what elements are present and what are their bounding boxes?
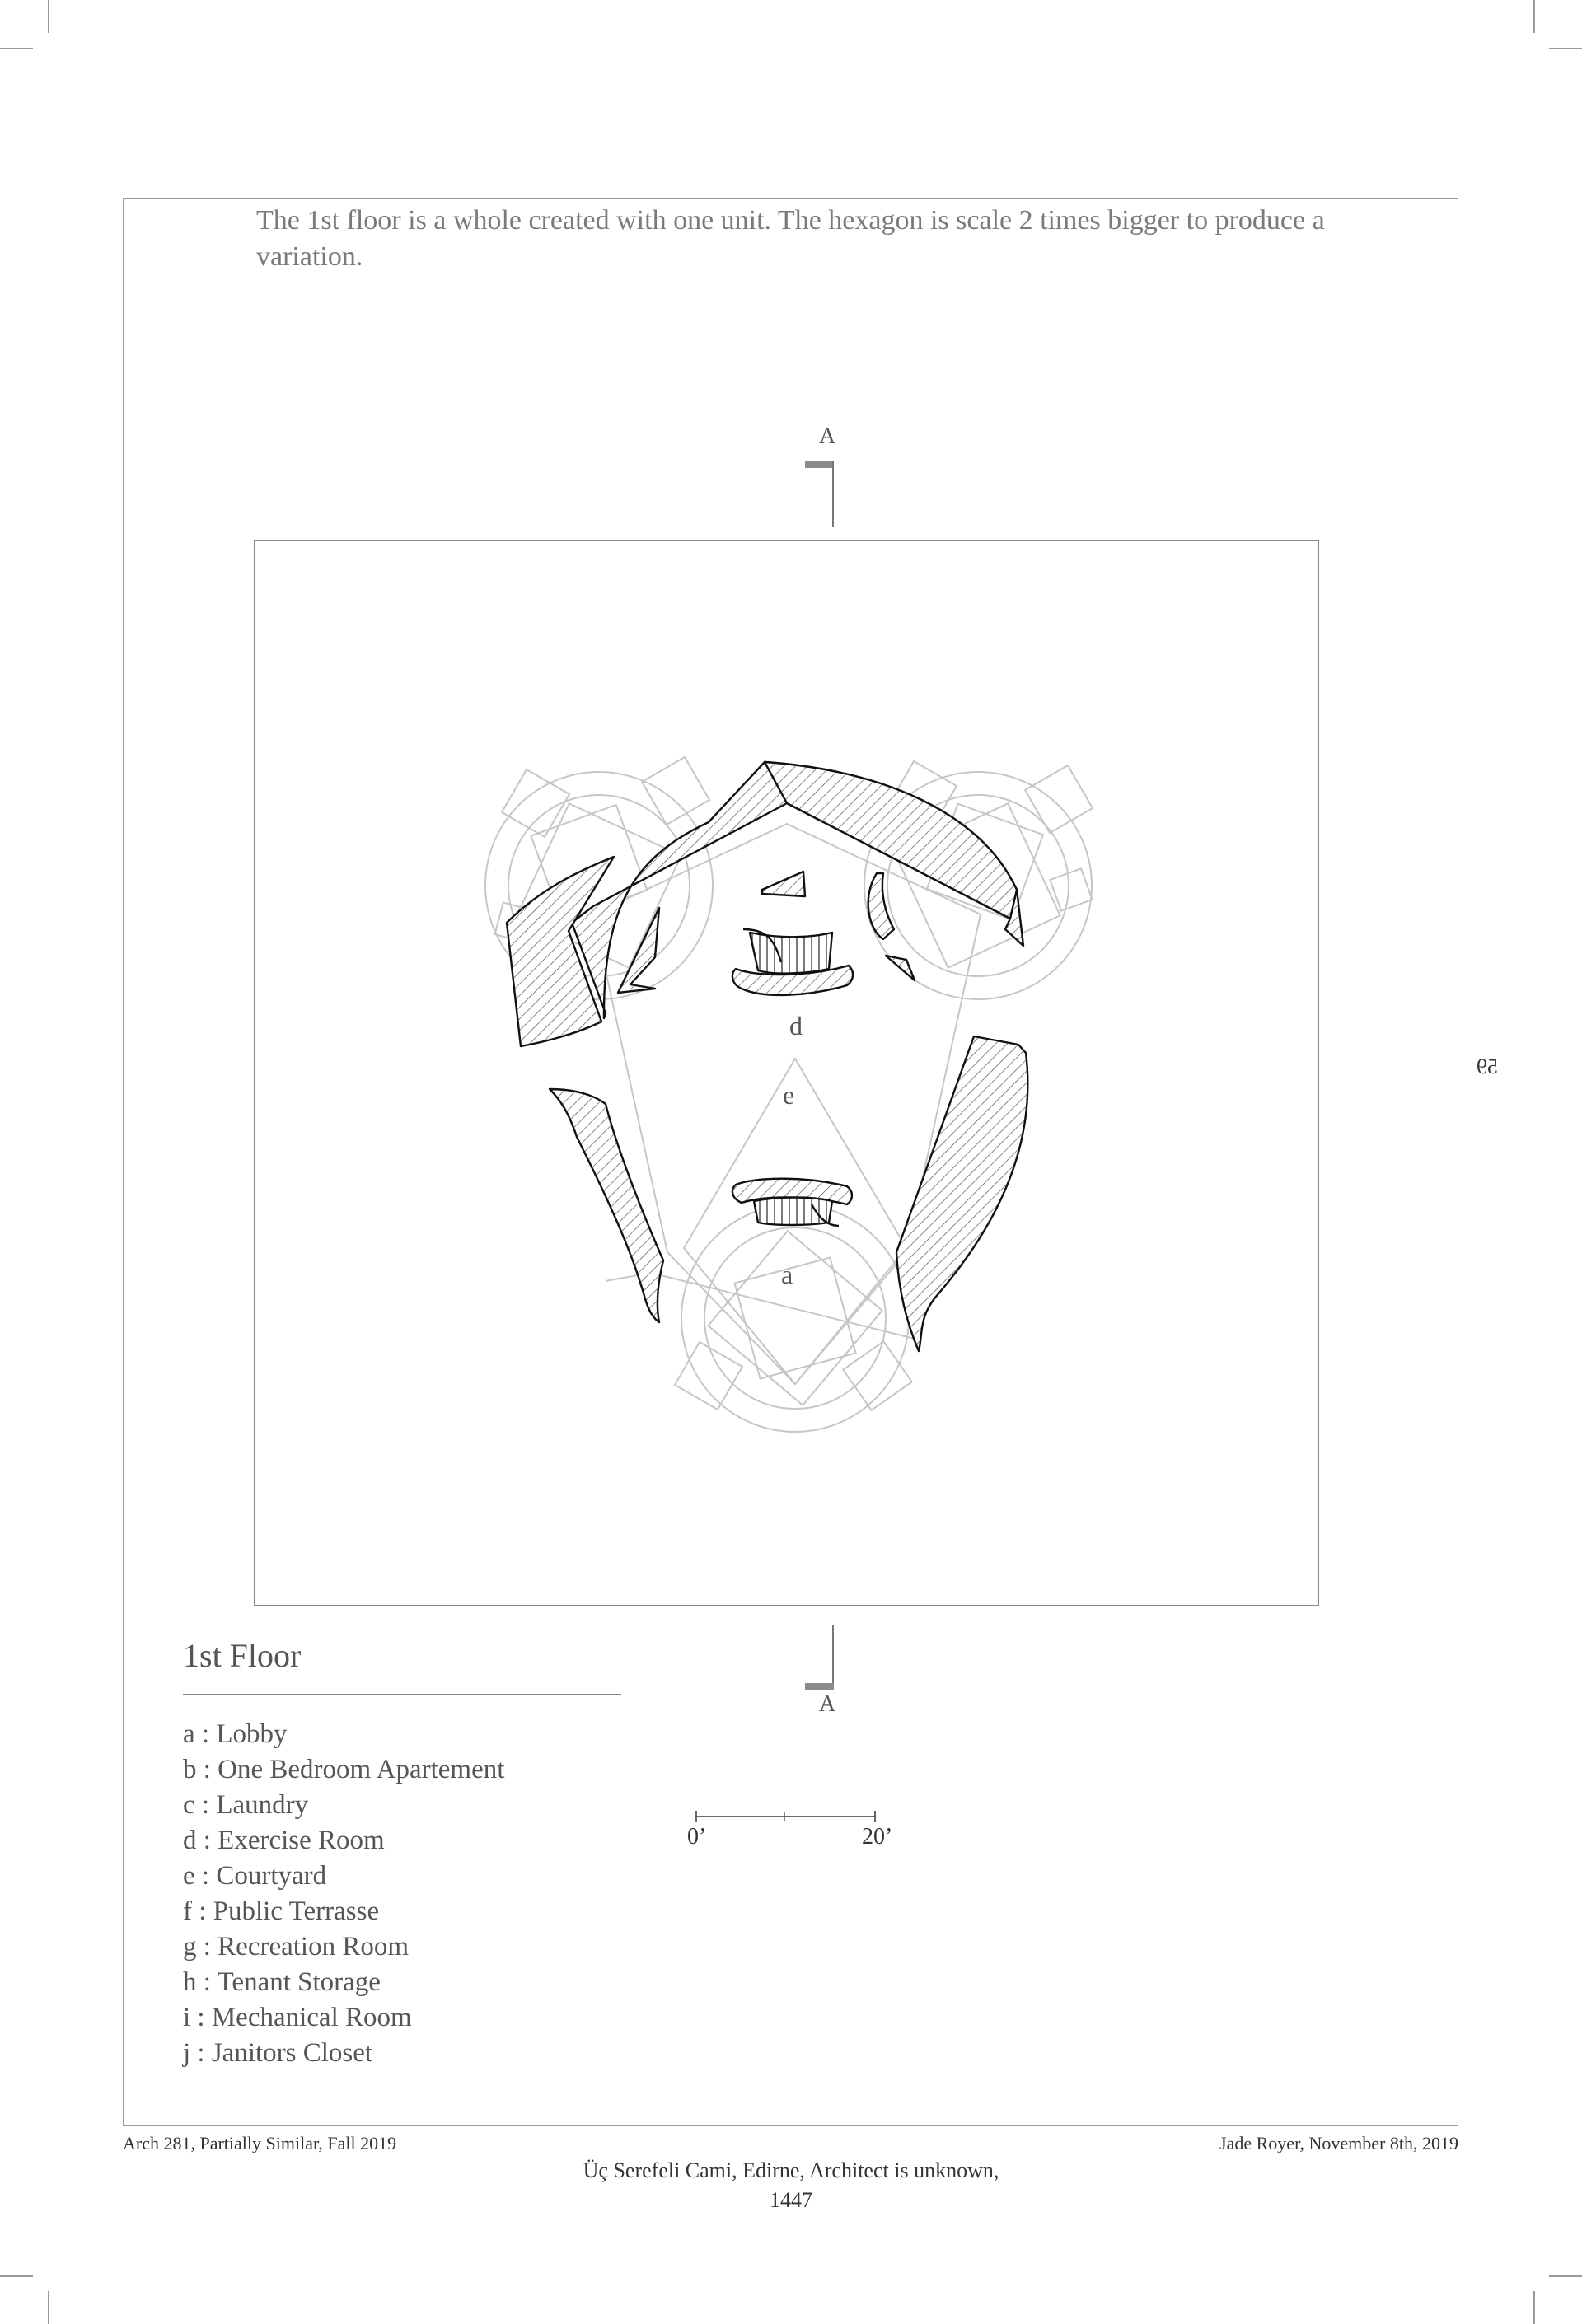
legend-item: e : Courtyard bbox=[183, 1861, 327, 1891]
wall-north-small bbox=[762, 872, 805, 896]
intro-text: The 1st floor is a whole created with one unit. The hexagon is scale 2 times bigger to produce a variation. bbox=[256, 205, 1325, 272]
wall-east-inner-fin bbox=[886, 956, 915, 980]
legend-item: g : Recreation Room bbox=[183, 1932, 410, 1962]
wall-southwest bbox=[550, 1089, 663, 1322]
scale-start-label: 0’ bbox=[687, 1824, 707, 1849]
wall-west-inner-fin bbox=[618, 908, 659, 993]
legend-item: h : Tenant Storage bbox=[183, 1967, 381, 1997]
footer-left: Arch 281, Partially Similar, Fall 2019 bbox=[123, 2133, 397, 2153]
room-label-e: e bbox=[783, 1080, 795, 1110]
crop-mark-br-v bbox=[1533, 2291, 1535, 2324]
section-marker-bottom-label: A bbox=[819, 1691, 836, 1717]
footer-center-line1: Üç Serefeli Cami, Edirne, Architect is unknown, bbox=[583, 2158, 999, 2182]
legend-item: d : Exercise Room bbox=[183, 1826, 385, 1855]
scale-end-label: 20’ bbox=[862, 1824, 893, 1849]
room-legend bbox=[183, 1717, 504, 2071]
room-label-d: d bbox=[789, 1011, 803, 1040]
crop-mark-br-h bbox=[1549, 2275, 1582, 2277]
floor-title-rule bbox=[183, 1694, 621, 1695]
stair-upper-treads bbox=[750, 933, 832, 974]
scale-bar bbox=[692, 1808, 890, 1833]
legend-item: f : Public Terrasse bbox=[183, 1896, 380, 1926]
wall-east bbox=[896, 1036, 1027, 1351]
stair-lower-treads bbox=[754, 1198, 832, 1226]
legend-item: c : Laundry bbox=[183, 1790, 309, 1820]
room-label-a: a bbox=[781, 1260, 793, 1289]
legend-item: j : Janitors Closet bbox=[183, 2038, 373, 2068]
legend-item: b : One Bedroom Apartement bbox=[183, 1755, 505, 1784]
section-marker-bottom-line bbox=[832, 1625, 834, 1688]
page-number: 59 bbox=[1477, 1054, 1498, 1078]
legend-item: a : Lobby bbox=[183, 1719, 288, 1749]
crop-mark-bl-v bbox=[48, 2291, 49, 2324]
crop-mark-bl-h bbox=[0, 2275, 33, 2277]
floor-title: 1st Floor bbox=[183, 1637, 302, 1674]
section-marker-top-label: A bbox=[819, 423, 836, 449]
legend-item: i : Mechanical Room bbox=[183, 2003, 412, 2032]
footer-right: Jade Royer, November 8th, 2019 bbox=[1219, 2133, 1458, 2153]
stair-elements bbox=[732, 929, 853, 1226]
section-marker-bottom-bar bbox=[805, 1683, 834, 1690]
footer-center-line2: 1447 bbox=[770, 2188, 812, 2212]
